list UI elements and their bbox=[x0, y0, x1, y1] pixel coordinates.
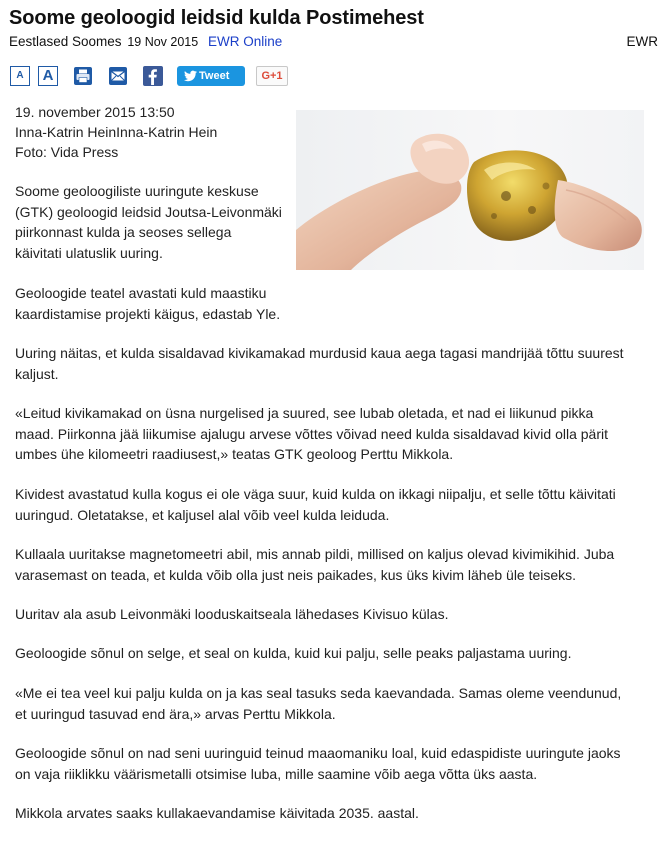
email-icon bbox=[108, 66, 128, 86]
facebook-share-button[interactable] bbox=[143, 66, 163, 86]
paragraph-line: Geoloogide sõnul on selge, et seal on kulda, kuid kui palju, selle peaks paljastama uuring. bbox=[15, 645, 572, 661]
category-label: Eestlased Soomes bbox=[9, 34, 122, 49]
font-decrease-button[interactable] bbox=[10, 66, 30, 86]
paragraph-line: et uuringud tasuvad end ära,» arvas Perttu Mikkola. bbox=[15, 705, 336, 722]
paragraph-line: Kullaala uuritakse magnetomeetri abil, mis annab pildi, millised on kaljus olevad kivimikihid. Juba bbox=[15, 546, 615, 562]
paragraph-line: kaardistamise projekti käigus, edastab Yle. bbox=[15, 305, 281, 322]
tweet-button[interactable] bbox=[177, 66, 245, 86]
paragraph-line: umbes ühe kilomeetri raadiusest,» teatas GTK geoloog Perttu Mikkola. bbox=[15, 446, 454, 462]
paragraph-line: on vaja riiklikku väärismetalli otsimise luba, mille saamine võib aega võtta üks aasta. bbox=[15, 765, 538, 782]
article-byline bbox=[15, 102, 217, 162]
paragraph-line: Uuritav ala asub Leivonmäki looduskaitseala lähedases Kivisuo külas. bbox=[15, 606, 449, 622]
article-paragraph-10 bbox=[15, 743, 655, 784]
paragraph-line: käivitati ulatuslik uuring. bbox=[15, 244, 163, 261]
twitter-icon bbox=[184, 70, 197, 82]
paragraph-line: «Leitud kivikamakad on üsna nurgelised ja suured, see lubab oletada, et nad ei liikunud pikka bbox=[15, 405, 594, 421]
date-label: 19 Nov 2015 bbox=[127, 35, 199, 49]
paragraph-line: Geoloogide teatel avastati kuld maastiku bbox=[15, 285, 267, 301]
email-button[interactable] bbox=[108, 66, 128, 86]
paragraph-line: maad. Piirkonna jää liikumise ajalugu arvese võttes võivad need kulda sisaldavad kivid olla pärit bbox=[15, 425, 608, 442]
article-title: Soome geoloogid leidsid kulda Postimehest bbox=[9, 7, 424, 29]
font-increase-icon: A bbox=[42, 67, 54, 84]
font-increase-button[interactable] bbox=[38, 66, 58, 86]
google-plus-icon: G+1 bbox=[261, 70, 283, 82]
google-plus-button[interactable] bbox=[256, 66, 288, 86]
article-meta bbox=[9, 34, 282, 49]
source-link[interactable]: EWR Online bbox=[207, 34, 283, 49]
photo-credit: Foto: Vida Press bbox=[15, 144, 119, 160]
print-button[interactable] bbox=[73, 66, 93, 86]
paragraph-line: Mikkola arvates saaks kullakaevandamise käivitada 2035. aastal. bbox=[15, 805, 419, 821]
facebook-icon bbox=[143, 66, 163, 86]
article-paragraph-4 bbox=[15, 403, 655, 465]
article-paragraph-2 bbox=[15, 283, 655, 324]
paragraph-line: Uuring näitas, et kulda sisaldavad kivikamakad murdusid kaua aega tagasi mandrijää tõttu suurest bbox=[15, 345, 624, 361]
article-paragraph-5 bbox=[15, 484, 655, 525]
author-name: Inna-Katrin HeinInna-Katrin Hein bbox=[15, 124, 218, 140]
paragraph-line: Geoloogide sõnul on nad seni uuringuid teinud maaomaniku loal, kuid edaspidiste uuringute jaoks bbox=[15, 745, 621, 761]
article-paragraph-7 bbox=[15, 604, 655, 625]
font-decrease-icon: A bbox=[16, 70, 24, 81]
paragraph-line: «Me ei tea veel kui palju kulda on ja kas seal tasuks seda kaevandada. Samas oleme veendunud, bbox=[15, 685, 622, 701]
paragraph-line: piirkonnast kulda ja seoses sellega bbox=[15, 224, 232, 240]
article-paragraph-3 bbox=[15, 343, 655, 384]
tweet-label: Tweet bbox=[199, 70, 230, 82]
article-paragraph-11 bbox=[15, 803, 655, 824]
publish-datetime: 19. november 2015 13:50 bbox=[15, 104, 175, 120]
article-paragraph-6 bbox=[15, 544, 655, 585]
print-icon bbox=[73, 66, 93, 86]
paragraph-line: kaljust. bbox=[15, 365, 59, 382]
paragraph-line: Kividest avastatud kulla kogus ei ole väga suur, kuid kulda on ikkagi niipalju, et selle tõttu käivitati bbox=[15, 486, 616, 502]
article-paragraph-intro bbox=[15, 181, 655, 263]
paragraph-line: (GTK) geoloogid leidsid Joutsa-Leivonmäki bbox=[15, 203, 282, 220]
article-paragraph-8 bbox=[15, 643, 655, 664]
source-code: EWR bbox=[626, 34, 658, 49]
paragraph-line: uuringud. Oletatakse, et kaljusel alal võib veel kulda leiduda. bbox=[15, 506, 390, 523]
article-paragraph-9 bbox=[15, 683, 655, 724]
paragraph-line: Soome geoloogiliste uuringute keskuse bbox=[15, 183, 259, 199]
paragraph-line: varasemast on teada, et kulda võib olla just neis paikades, kus üks kivim läheb üle teiseks. bbox=[15, 566, 577, 583]
